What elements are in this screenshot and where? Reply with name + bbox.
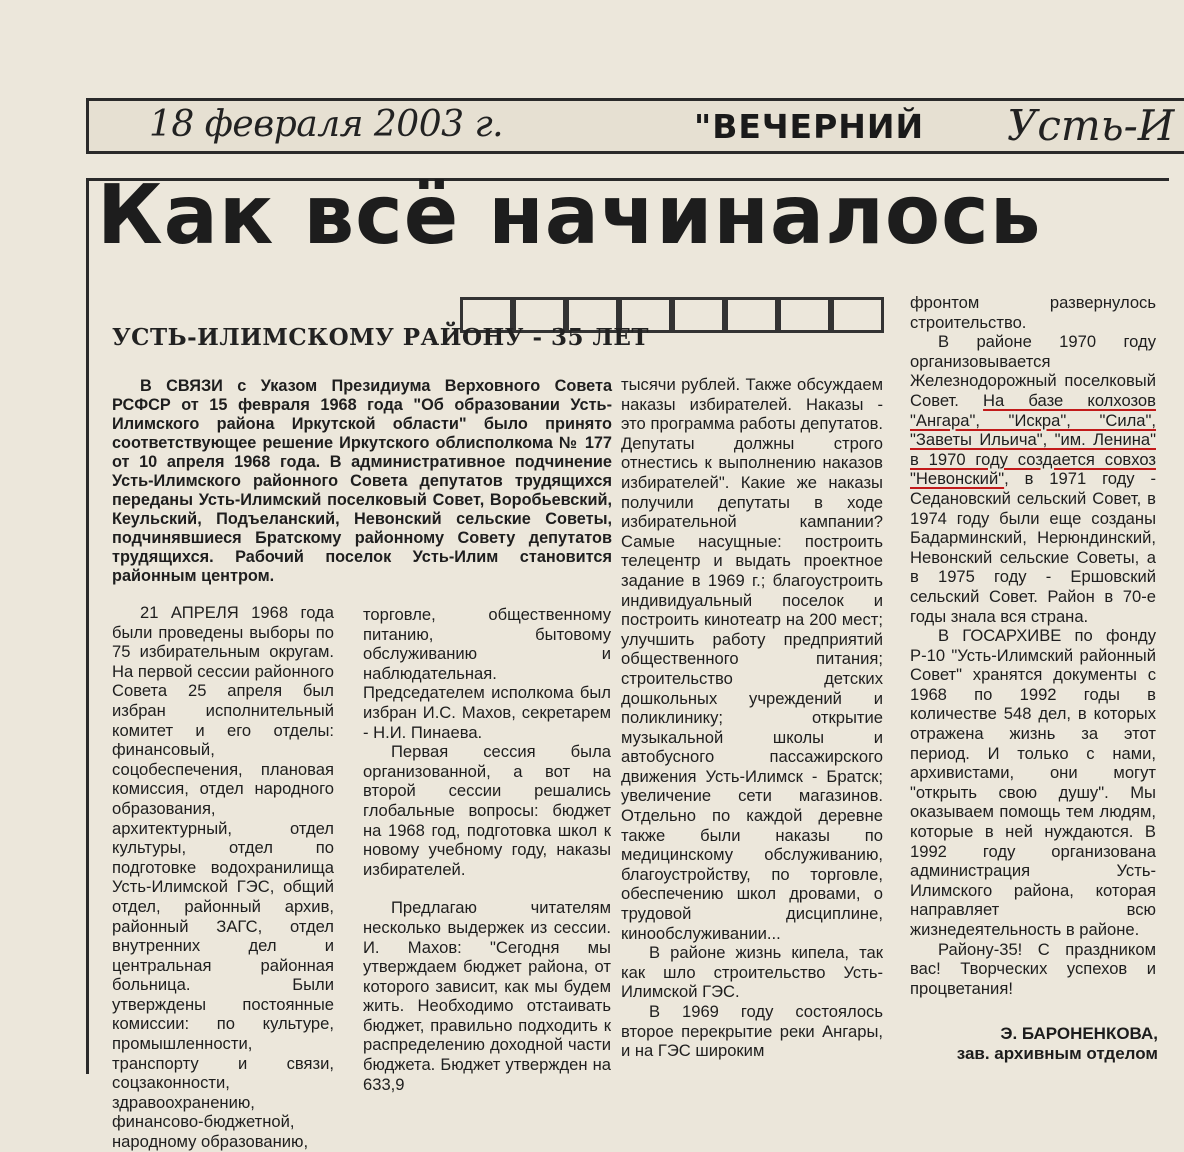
column-4-paragraph: В ГОСАРХИВЕ по фонду Р-10 "Усть-Илимский районный Совет" хранятся документы с 1968 по 1992 годы в количестве 548 дел, в которых отражена жизнь за этот период. И только с нами, архивистами, они могут "открыть свою душу". Мы оказываем помощь тем людям, которые в ней нуждаются. В 1992 году организована администрация Усть-Илимского района, которая направляет всю жизнедеятельность в районе. (910, 626, 1156, 939)
column-4-text: , в 1971 году - Седановский сельский Совет, в 1974 году были еще созданы Бадарминский, Нерюндинский, Невонский сельские Советы, а в 1975 году - Ершовский сельский Совет. Район в 70-е годы знала вся страна. (910, 469, 1156, 626)
column-2-paragraph: Предлагаю читателям несколько выдержек из сессии. И. Махов: "Сегодня мы утверждаем бюджет района, от которого зависит, как мы будем жить. Необходимо отстаивать бюджет, правильно подходить к распределению доходной части бюджета. Бюджет утвержден на 633,9 (363, 898, 611, 1094)
article-subtitle: УСТЬ-ИЛИМСКОМУ РАЙОНУ - 35 ЛЕТ (112, 324, 650, 351)
newspaper-name: "ВЕЧЕРНИЙ (694, 107, 925, 146)
column-1-text: 21 АПРЕЛЯ 1968 года были проведены выборы по 75 избирательным округам. На первой сессии районного Совета 25 апреля был избран исполнительный комитет и его отделы: финансовый, соцобеспечения, плановая комиссия, отдел народного образования, архитектурный, отдел культуры, отдел по подготовке водохранилища Усть-Илимской ГЭС, общий отдел, районный архив, районный ЗАГС, отдел внутренних дел и центральная районная больница. Были утверждены постоянные комиссии: по культуре, промышленности, транспорту и связи, соцзаконности, здравоохранению, финансово-бюджетной, народному образованию, (112, 603, 334, 1152)
newspaper-header (86, 98, 1184, 154)
author-title: зав. архивным отделом (956, 1044, 1158, 1063)
issue-date: 18 февраля 2003 г. (149, 104, 504, 145)
column-3-paragraph: тысячи рублей. Также обсуждаем наказы избирателей. Наказы - это программа работы депутатов. Депутаты должны строго отнестись к выполнению наказов избирателей". Какие же наказы получили депутаты в ходе избирательной кампании? Самые насущные: построить телецентр и выдать проектное задание в 1969 г.; благоустроить индивидуальный поселок и построить кинотеатр на 200 мест; улучшить работу предприятий общественного питания; строительство детских дошкольных учреждений и поликлинику; открытие музыкальной школы и автобусного пассажирского движения Усть-Илимск - Братск; увеличение сети магазинов. Отдельно по каждой деревне также были наказы по медицинскому обслуживанию, благоустройству, по торговле, обеспечению школ дровами, о трудовой дисциплине, кинообслуживании... (621, 375, 883, 943)
author-name: Э. БАРОНЕНКОВА, (1000, 1024, 1158, 1043)
column-3-paragraph: В 1969 году состоялось второе перекрытие реки Ангары, и на ГЭС широким (621, 1002, 883, 1061)
column-4-text: В районе 1970 году организовывается Железнодорожный поселковый Совет. (910, 332, 1156, 410)
decorative-box (831, 297, 884, 333)
column-2 (363, 605, 611, 1094)
column-2-paragraph: Первая сессия была организованной, а вот на второй сессии решались глобальные вопросы: бюджет на 1968 год, подготовка школ к новому учебному году, наказы избирателей. (363, 742, 611, 879)
newspaper-city: Усть-И (1007, 101, 1175, 150)
column-4-paragraph (910, 332, 1156, 626)
column-3 (621, 375, 883, 1061)
column-4 (910, 293, 1156, 998)
column-1 (112, 603, 334, 1152)
decorative-box (778, 297, 831, 333)
highlighted-kolkhoz-text: На базе колхозов "Ангара", "Искра", "Сила", "Заветы Ильича", "им. Ленина" в 1970 году создается совхоз "Невонский" (910, 390, 1156, 489)
column-3-paragraph: В районе жизнь кипела, так как шло строительство Усть-Илимской ГЭС. (621, 943, 883, 1002)
author-signature (918, 1024, 1158, 1064)
column-4-paragraph: фронтом развернулось строительство. (910, 293, 1156, 332)
decorative-box (672, 297, 725, 333)
column-2-paragraph: торговле, общественному питанию, бытовому обслуживанию и наблюдательная. Председателем исполкома был избран И.С. Махов, секретарем - Н.И. Пинаева. (363, 605, 611, 742)
article-headline: Как всё начиналось (97, 168, 1042, 263)
article-lead: В СВЯЗИ с Указом Президиума Верховного Совета РСФСР от 15 февраля 1968 года "Об образовании Усть-Илимского района Иркутской области" было принято соответствующее решение Иркутского облисполкома № 177 от 10 апреля 1968 года. В административное подчинение Усть-Илимского районного Совета депутатов трудящихся переданы Усть-Илимский поселковый Совет, Воробьевский, Кеульский, Подъеланский, Невонский сельские Советы, подчинявшиеся Братскому районному Совету депутатов трудящихся. Рабочий поселок Усть-Илим становится районным центром. (112, 377, 612, 585)
column-4-paragraph: Району-35! С праздником вас! Творческих успехов и процветания! (910, 939, 1156, 998)
decorative-box (725, 297, 778, 333)
